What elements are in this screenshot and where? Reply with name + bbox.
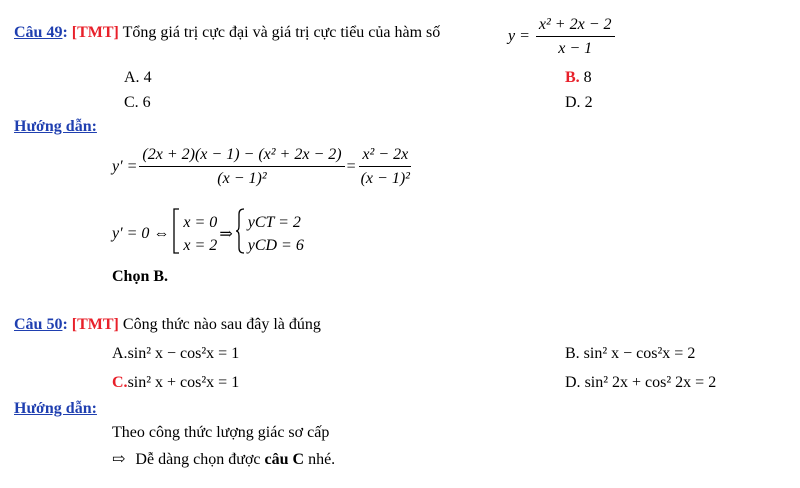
q49-option-a [124,69,152,87]
q49-option-d [565,94,593,112]
q49-fraction-denominator: x − 1 [558,40,593,57]
q49-derivative-numerator: (2x + 2)(x − 1) − (x² + 2x − 2) [139,146,344,167]
q49-derivative-formula [112,146,415,188]
q49-option-a-letter: A. [124,69,140,86]
q50-option-d-letter: D. [565,374,581,391]
q49-derivative-lhs: y′ = [112,158,138,175]
square-bracket-icon [172,208,180,254]
q49-derivative-fraction [139,146,344,188]
q49-formula-lhs: y = [508,27,530,45]
q49-colon: : [62,24,68,41]
q50-option-c-letter: C. [112,374,128,391]
q49-implies-sign: ⇒ [219,225,233,243]
q49-tag: [TMT] [71,24,119,41]
q49-system-brace [235,208,245,259]
q50-question-text: Công thức nào sau đây là đúng [122,316,321,333]
q50-conclusion-bold: câu C [264,451,305,468]
q50-option-b [565,345,695,363]
q50-guide-heading: Hướng dẫn: [14,400,97,417]
arrow-right-icon: ⇨ [112,451,126,468]
q49-question-line [14,22,440,44]
q49-simplified-denominator: (x − 1)² [360,170,410,187]
q49-option-b-letter: B. [565,69,580,86]
q50-conclusion-post: nhé. [308,451,336,468]
q50-option-d-text: sin² 2x + cos² 2x = 2 [584,374,717,391]
q49-simplified-fraction [358,146,413,188]
q50-option-c-text: sin² x + cos²x = 1 [127,374,240,391]
q50-guide-line: Theo công thức lượng giác sơ cấp [112,424,330,441]
q49-option-b-text: 8 [583,69,592,86]
q49-option-d-text: 2 [584,94,593,111]
q50-option-d [565,374,716,392]
q50-conclusion-pre: Dễ dàng chọn được [135,451,261,468]
q49-question-text: Tổng giá trị cực đại và giá trị cực tiểu của hàm số [122,24,441,41]
q50-option-a-text: sin² x − cos²x = 1 [127,345,240,362]
q49-case-x0: x = 0 [183,213,218,231]
q50-tag: [TMT] [71,316,119,333]
q50-label: Câu 50 [14,316,63,333]
q49-guide-heading: Hướng dẫn: [14,118,97,135]
q49-equals-sign: = [346,158,356,175]
q49-simplified-numerator: x² − 2x [359,146,411,167]
q49-fraction-numerator: x² + 2x − 2 [536,16,615,37]
q50-option-a [112,345,239,363]
q49-function-formula [508,16,617,58]
q49-cases-bracket [172,208,180,259]
q50-conclusion [112,449,335,469]
q50-question-line [14,316,321,334]
curly-brace-icon [235,208,245,254]
q49-derivative-denominator: (x − 1)² [217,170,267,187]
q50-colon: : [62,316,68,333]
q49-option-a-text: 4 [143,69,152,86]
q50-option-b-letter: B. [565,345,580,362]
q49-answer: Chọn B. [112,268,169,285]
q49-option-c-letter: C. [124,94,139,111]
q50-option-b-text: sin² x − cos²x = 2 [583,345,696,362]
q49-zero-condition: y′ = 0 ⇔ [112,224,170,242]
q49-label: Câu 49 [14,24,63,41]
q49-y-ct: yCT = 2 [247,213,301,231]
q49-critical-points [112,208,304,259]
q49-option-d-letter: D. [565,94,581,111]
q49-option-c-text: 6 [142,94,151,111]
q50-option-a-letter: A. [112,345,128,362]
q49-y-cd: yCD = 6 [247,236,304,254]
q49-case-x2: x = 2 [183,236,218,254]
q49-option-b [565,69,592,87]
q49-option-c [124,94,151,112]
q50-option-c [112,374,239,392]
q49-fraction [536,16,615,58]
